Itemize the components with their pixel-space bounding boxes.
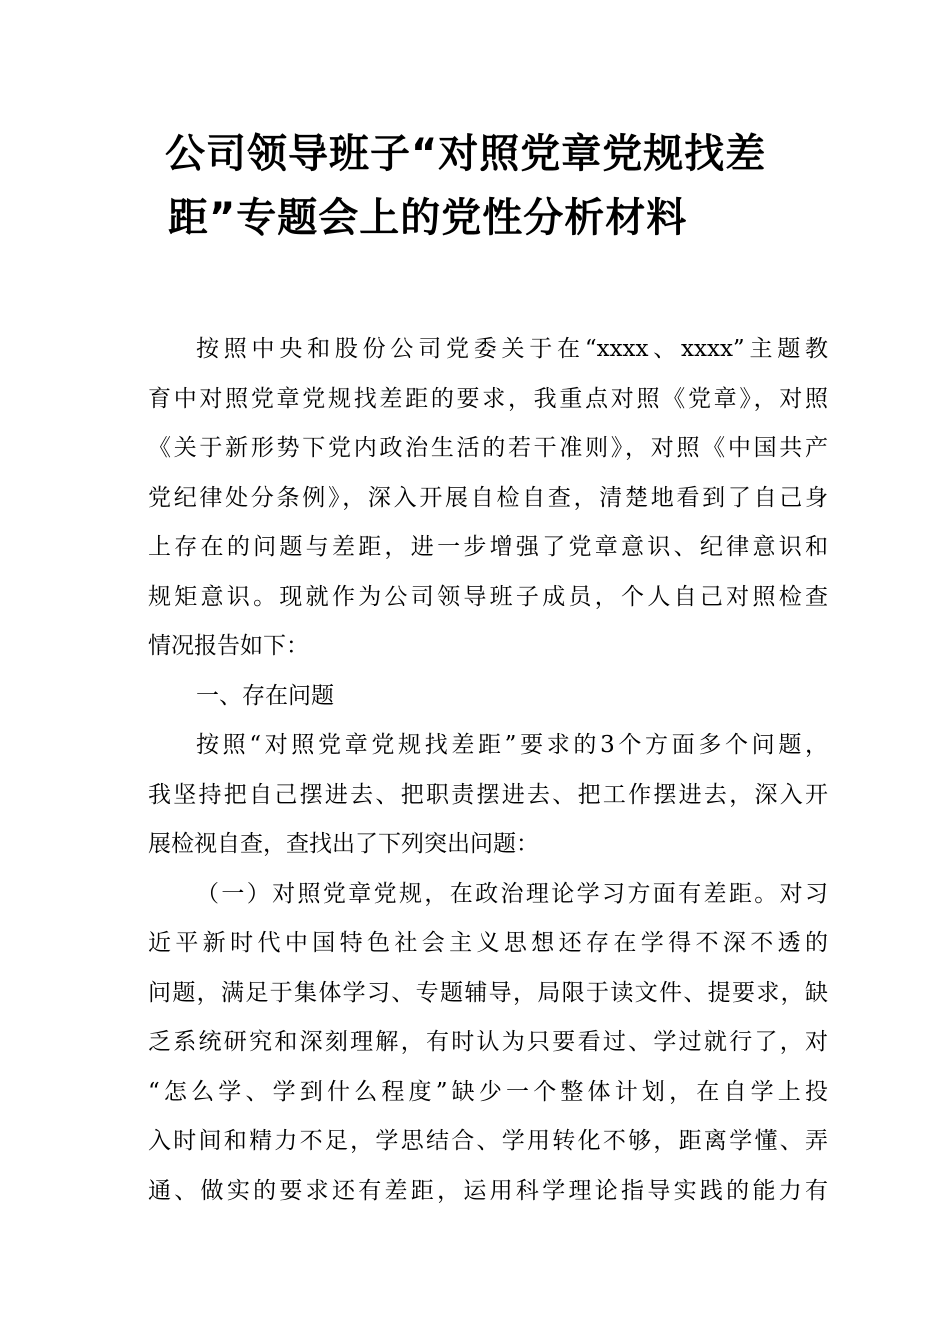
body-line: 《关于新形势下党内政治生活的若干准则》，对照《中国共产 (148, 435, 828, 461)
body-line: 入时间和精力不足，学思结合、学用转化不够，距离学懂、弄 (148, 1128, 828, 1154)
body-line: 展检视自查，查找出了下列突出问题： (148, 831, 539, 857)
body-line: 情况报告如下： (148, 633, 309, 659)
document-title (148, 122, 828, 250)
body-line: 党纪律处分条例》，深入开展自检自查，清楚地看到了自己身 (148, 484, 828, 511)
body-line: 乏系统研究和深刻理解，有时认为只要看过、学过就行了，对 (148, 1029, 828, 1055)
body-line: 按照“对照党章党规找差距”要求的3个方面多个问题， (196, 732, 828, 758)
body-line: 近平新时代中国特色社会主义思想还存在学得不深不透的 (148, 930, 828, 956)
body-line: “怎么学、学到什么程度”缺少一个整体计划，在自学上投 (148, 1078, 828, 1105)
body-line: 通、做实的要求还有差距，运用科学理论指导实践的能力有 (148, 1177, 828, 1204)
title-line-2: 距”专题会上的党性分析材料 (168, 195, 688, 241)
subsection-line: （一）对照党章党规，在政治理论学习方面有差距。对习 (196, 880, 828, 907)
body-line: 按照中央和股份公司党委关于在“xxxx、xxxx”主题教 (196, 336, 828, 362)
document-body (148, 325, 828, 1216)
body-line: 问题，满足于集体学习、专题辅导，局限于读文件、提要求，缺 (148, 979, 828, 1006)
body-line: 我坚持把自己摆进去、把职责摆进去、把工作摆进去，深入开 (148, 781, 828, 808)
body-line: 规矩意识。现就作为公司领导班子成员，个人自己对照检查 (148, 583, 828, 610)
body-line: 育中对照党章党规找差距的要求，我重点对照《党章》，对照 (148, 385, 828, 412)
body-line: 上存在的问题与差距，进一步增强了党章意识、纪律意识和 (148, 534, 828, 560)
section-heading: 一、存在问题 (196, 682, 334, 709)
title-line-1: 公司领导班子“对照党章党规找差 (165, 131, 767, 177)
